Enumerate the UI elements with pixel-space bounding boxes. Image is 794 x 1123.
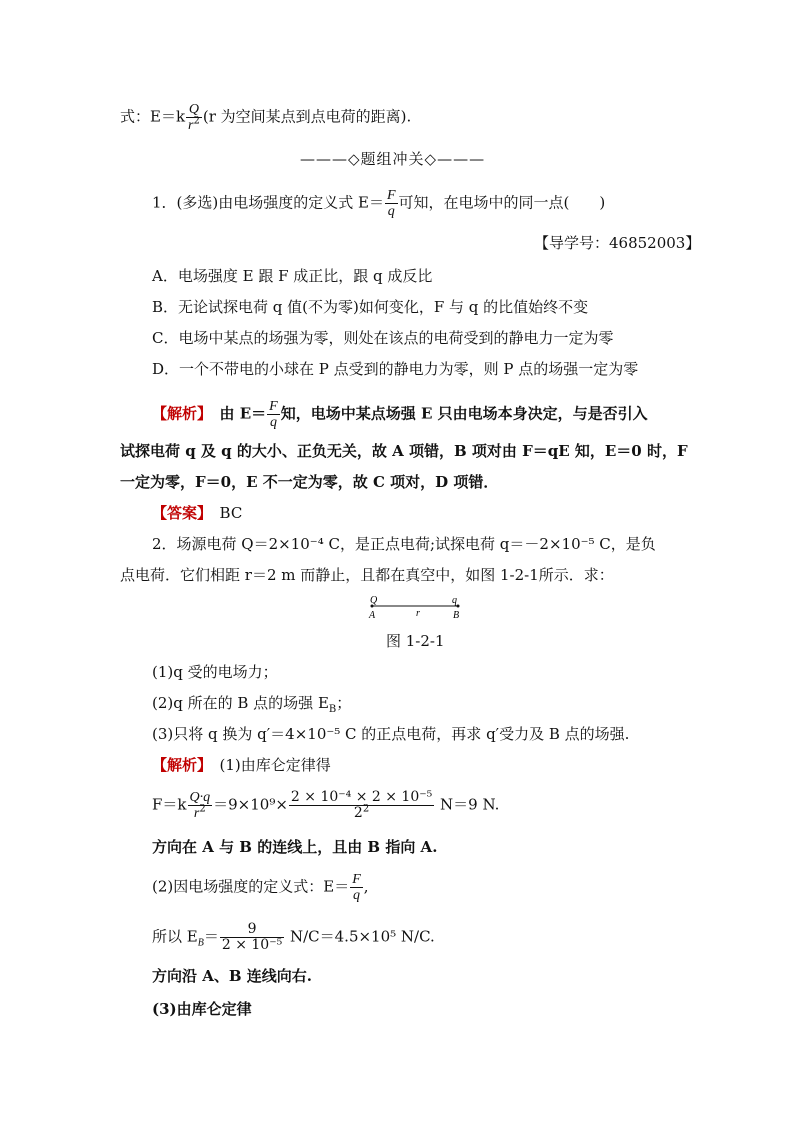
q1-stem: 1．(多选)由电场强度的定义式 E＝ $\frac{F}{q}$ 可知，在电场中的同一点( ) xyxy=(152,188,606,219)
a2-eq-fraction: $\frac{9}{\text{2 × 10⁻⁵}}$ xyxy=(221,921,283,953)
figure-1-2-1 xyxy=(364,594,474,624)
label-q: q xyxy=(452,595,457,606)
q1-analysis-fraction: $\frac{F}{q}$ xyxy=(269,399,278,430)
q2-direction-1: 方向在 A 与 B 的连线上，且由 B 指向 A. xyxy=(152,838,438,856)
eq1-fraction-2: $\frac{\text{2 × 10⁻⁴ × 2 × 10⁻⁵}}{2^2}$ xyxy=(290,789,433,821)
q2-line2: 点电荷．它们相距 r＝2 m 而静止，且都在真空中，如图 1-2-1所示．求： xyxy=(120,566,614,584)
q1-analysis-line2: 试探电荷 q 及 q 的大小、正负无关，故 A 项错，B 项对由 F＝qE 知，E＝0 时，F xyxy=(120,442,688,460)
q1-analysis-line3: 一定为零，F＝0，E 不一定为零，故 C 项对，D 项错． xyxy=(120,473,499,491)
analysis-tag: 【解析】 xyxy=(152,404,205,423)
q2-equation-2: 所以 $E_B=$ $\frac{9}{\text{2 × 10⁻⁵}}$ N/C＝4.5×10⁵ N/C. xyxy=(152,921,435,953)
q1-option-b: B．无论试探电荷 q 值(不为零)如何变化，F 与 q 的比值始终不变 xyxy=(152,298,589,316)
intro-fraction: $\frac{Q}{r^2}$ xyxy=(188,102,200,133)
q1-answer: 【答案】 BC xyxy=(152,504,243,522)
q1-option-d: D．一个不带电的小球在 P 点受到的静电力为零，则 P 点的场强一定为零 xyxy=(152,360,639,378)
q1-option-a: A．电场强度 E 跟 F 成正比，跟 q 成反比 xyxy=(152,267,433,285)
a2-fraction: $\frac{F}{q}$ xyxy=(352,872,361,903)
q2-sub1: (1)q 受的电场力； xyxy=(152,663,278,681)
q2-analysis-2: (2)因电场强度的定义式：E＝ $\frac{F}{q}$ , xyxy=(152,872,369,903)
intro-line: 式：E＝k $\frac{Q}{r^2}$ (r 为空间某点到点电荷的距离). xyxy=(120,102,412,133)
q2-equation-1: F＝k $\frac{Q\cdot q}{r^2}$ ＝9×10⁹× $\frac{\text{2 × 10⁻⁴ × 2 × 10⁻⁵}}{2^2}$ N＝9 N. xyxy=(152,789,500,821)
q2-analysis-3: (3)由库仑定律 xyxy=(152,1000,252,1018)
q1-stem-fraction: $\frac{F}{q}$ xyxy=(386,188,396,219)
eq1-fraction-1: $\frac{Q\cdot q}{r^2}$ xyxy=(189,790,211,821)
q1-option-c: C．电场中某点的场强为零，则处在该点的电荷受到的静电力一定为零 xyxy=(152,329,614,347)
q1-analysis-line1: 【解析】 由 E＝ $\frac{F}{q}$ 知，电场中某点场强 E 只由电场本身决定，与是否引入 xyxy=(152,399,648,430)
q2-direction-2: 方向沿 A、B 连线向右. xyxy=(152,967,312,985)
q2-sub2: (2)q 所在的 B 点的场强 $E_B$； xyxy=(152,694,352,715)
q1-reference: 【导学号：46852003】 xyxy=(534,234,701,252)
section-title: ———◇题组冲关◇——— xyxy=(300,150,486,168)
label-A: A xyxy=(369,610,376,621)
q2-analysis-start: 【解析】 (1)由库仑定律得 xyxy=(152,756,331,774)
analysis-tag: 【解析】 xyxy=(152,756,205,774)
label-Q: Q xyxy=(370,595,378,606)
figure-caption: 图 1-2-1 xyxy=(386,632,445,650)
q2-sub3: (3)只将 q 换为 q′＝4×10⁻⁵ C 的正点电荷，再求 q′受力及 B 点的场强. xyxy=(152,725,630,743)
q2-line1: 2．场源电荷 Q＝2×10⁻⁴ C，是正点电荷;试探电荷 q＝－2×10⁻⁵ C，是负 xyxy=(152,535,656,553)
answer-tag: 【答案】 xyxy=(152,504,205,522)
label-r: r xyxy=(416,608,420,619)
label-B: B xyxy=(453,610,460,621)
